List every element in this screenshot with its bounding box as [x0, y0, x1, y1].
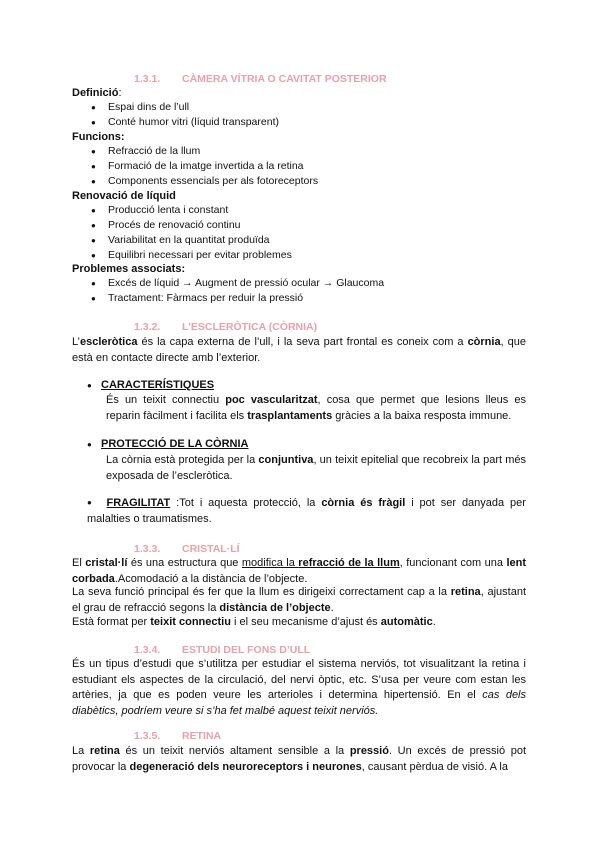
list-item: ● Conté humor vitri (líquid transparent): [91, 116, 262, 128]
subheading-caracteristiques: ● CARACTERÍSTIQUES: [87, 379, 200, 391]
paragraph-cristalli-2: La seva funció principal és fer que la llum es dirigeixi correctament cap a la retina, ajustant el grau de refracció segons la distància de l’objecte.: [72, 586, 526, 614]
section-heading-1-3-5: 1.3.5. RETINA: [134, 730, 222, 742]
label-funcions: Funcions:: [72, 131, 125, 143]
section-heading-1-3-3: 1.3.3. CRISTAL·LÍ: [134, 543, 240, 555]
paragraph-fons-ull: És un tipus d’estudi que s’utilitza per estudiar el sistema nerviós, tot visualitzant la retina i estudiant els aspectes de la circulació, del nervi òptic, etc. S’usa per veure com estan les artèries, ja que es poden veure les arterioles i determina hipertensió. En el cas dels diabètics, podríem veure si s’ha fet malbé aquest teixit nerviós.: [72, 658, 526, 717]
list-item: ● Tractament: Fàrmacs per reduir la pressió: [91, 292, 286, 304]
paragraph-fragilitat: ● FRAGILITAT :Tot i aquesta protecció, la còrnia és fràgil i pot ser danyada per malalties o traumatismes.: [87, 497, 526, 525]
list-item: ● Refracció de la llum: [91, 145, 183, 157]
paragraph-esclerotica: L’escleròtica és la capa externa de l’ull, i la seva part frontal es coneix com a còrnia, que està en contacte directe amb l’exterior.: [72, 336, 526, 364]
list-item: ● Components essencials per als fotoreceptors: [91, 175, 301, 187]
list-item: ● Excés de líquid → Augment de pressió ocular → Glaucoma: [91, 277, 367, 289]
list-item: ● Equilibri necessari per evitar problemes: [91, 249, 275, 261]
list-item: ● Espai dins de l’ull: [91, 101, 172, 113]
list-item: ● Formació de la imatge invertida a la retina: [91, 160, 287, 172]
list-item: ● Variabilitat en la quantitat produïda: [91, 234, 253, 246]
label-renovacio: Renovació de líquid: [72, 190, 176, 202]
list-item: ● Producció lenta i constant: [91, 204, 211, 216]
paragraph-retina: La retina és un teixit nerviós altament sensible a la pressió. Un excés de pressió pot provocar la degeneració dels neuroreceptors i neurones, causant pèrdua de visió. A la: [72, 745, 527, 773]
label-problemes: Problemes associats:: [72, 263, 186, 275]
paragraph-cristalli-3: Està format per teixit connectiu i el seu mecanisme d’ajust és automàtic.: [72, 616, 436, 628]
label-definicio: Definició:: [72, 87, 122, 99]
section-heading-1-3-2: 1.3.2. L'ESCLERÒTICA (CÒRNIA): [134, 321, 318, 333]
paragraph-caracteristiques: És un teixit connectiu poc vascularitzat, cosa que permet que lesions lleus es reparin fàcilment i facilita els trasplantaments gràcies a la baixa resposta immune.: [106, 394, 526, 422]
paragraph-cristalli-1: El cristal·lí és una estructura que modifica la refracció de la llum, funcionant com una lent corbada.Acomodació a la distància de l’objecte.: [72, 557, 527, 585]
section-heading-1-3-1: 1.3.1. CÀMERA VÍTRIA O CAVITAT POSTERIOR: [134, 73, 387, 85]
paragraph-proteccio: La còrnia està protegida per la conjuntiva, un teixit epitelial que recobreix la part més exposada de l’escleròtica.: [106, 454, 526, 482]
list-item: ● Procés de renovació continu: [91, 219, 224, 231]
subheading-proteccio: ● PROTECCIÓ DE LA CÒRNIA: [87, 438, 235, 450]
section-heading-1-3-4: 1.3.4. ESTUDI DEL FONS D’ULL: [134, 644, 311, 656]
